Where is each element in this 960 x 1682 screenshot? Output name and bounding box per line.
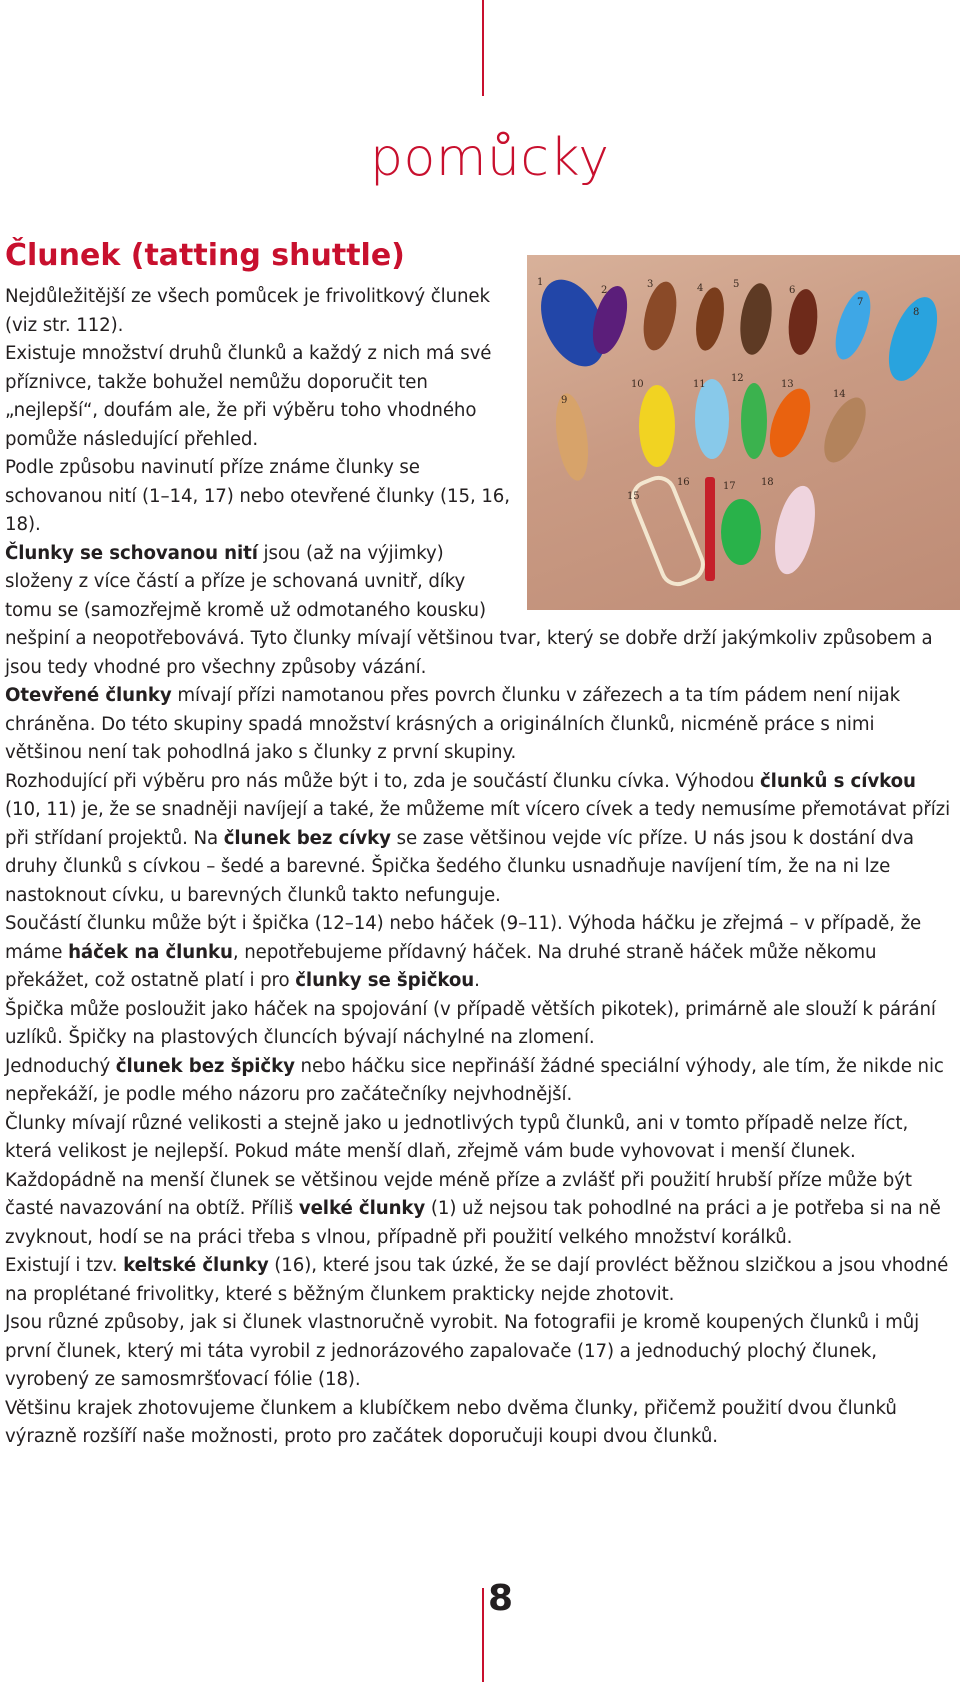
photo-label-14: 14 [833, 389, 846, 400]
photo-label-4: 4 [697, 283, 704, 294]
photo-label-18: 18 [761, 477, 774, 488]
text: (10, 11) je, že se snadněji navíjejí a také, že můžeme mít vícero cívek a tedy nemusíme přemotávat přízi při střídaní projektů. Na [5, 799, 951, 849]
photo-label-11: 11 [693, 379, 706, 390]
paragraph-bobbin [5, 768, 957, 911]
text: Člunky mívají různé velikosti a stejně jako u jednotlivých typů člunků, ani v tomto případě nelze říct, která velikost je nejlepší. Pokud máte menší dlaň, zřejmě vám bude vyhovovat i menší člunek. Každopádně na menší člunek se většinou vejde méně příze a zvlášť při použití hrubší příze může být časté navazování na obtíž. Příliš [5, 1112, 912, 1219]
paragraph-homemade: Jsou různé způsoby, jak si člunek vlastnoručně vyrobit. Na fotografii je kromě koupených člunků i můj první člunek, který mi táta vyrobil z jednorázového zapalovače (17) a jednoduchý plochý člunek, vyrobený ze samosmršťovací fólie (18). [5, 1312, 920, 1390]
photo-label-10: 10 [631, 379, 644, 390]
photo-label-3: 3 [647, 279, 654, 290]
text: Jednoduchý [5, 1055, 116, 1077]
paragraph-tip-use: Špička může posloužit jako háček na spojování (v případě větších pikotek), primárně ale slouží k párání uzlíků. Špičky na plastových čluncích bývají náchylné na zlomení. [5, 998, 936, 1048]
term-without-bobbin: člunek bez cívky [223, 827, 391, 849]
text: . [474, 970, 480, 991]
text: (1) už nejsou tak pohodlné na práci a je potřeba si na ně zvyknout, hodí se na práci třeba s vlnou, případně při použití velkého množství korálků. [5, 1198, 941, 1248]
photo-label-6: 6 [789, 285, 796, 296]
shuttles-photo [527, 255, 960, 610]
shuttle-2 [586, 282, 633, 357]
term-large: velké člunky [298, 1198, 426, 1219]
term-tip: člunky se špičkou [295, 970, 475, 991]
term-hidden-thread: Člunky se schovanou nití [5, 542, 258, 564]
photo-label-7: 7 [857, 297, 864, 308]
photo-label-1: 1 [537, 277, 544, 288]
page-number: 8 [488, 1578, 514, 1619]
photo-label-17: 17 [723, 481, 736, 492]
photo-label-16: 16 [677, 477, 690, 488]
text: nebo háčku sice nepřináší žádné speciální výhody, ale tím, že nikde nic nepřekáží, je podle mého názoru pro začátečníky nejvhodnější. [5, 1055, 944, 1105]
paragraph-sizes [5, 1110, 957, 1253]
term-with-bobbin: člunků s cívkou [760, 770, 916, 792]
photo-label-8: 8 [913, 307, 920, 318]
photo-label-15: 15 [627, 491, 640, 502]
term-open: Otevřené člunky [5, 685, 172, 706]
shuttle-12 [741, 383, 767, 459]
shuttle-3 [638, 279, 682, 354]
term-hook: háček na člunku [68, 941, 233, 963]
paragraph-simple [5, 1053, 957, 1110]
photo-label-5: 5 [733, 279, 740, 290]
text: (16), které jsou tak úzké, že se dají provléct běžnou slzičkou a jsou vhodné na proplétané frivolitky, které s běžným člunkem prakticky nejde zhotovit. [5, 1255, 949, 1305]
bottom-divider-line [482, 1588, 484, 1682]
paragraph-types: Podle způsobu navinutí příze známe člunky se schovanou nití (1–14, 17) nebo otevřené člunky (15, 16, 18). [5, 457, 510, 535]
paragraph-variety: Existuje množství druhů člunků a každý z nich má své příznivce, takže bohužel nemůžu doporučit ten „nejlepší“, doufám ale, že při výběru toho vhodného pomůže následující přehled. [5, 343, 492, 450]
photo-label-12: 12 [731, 373, 744, 384]
text: Existují i tzv. [5, 1255, 124, 1276]
shuttle-16 [705, 477, 715, 581]
paragraph-intro: Nejdůležitější ze všech pomůcek je frivolitkový člunek (viz str. 112). [5, 286, 490, 336]
shuttle-18 [768, 482, 822, 578]
text: mívají přízi namotanou přes povrch člunku v zářezech a ta tím pádem není nijak chráněna. Do této skupiny spadá množství krásných a originálních člunků, nicméně práce s nimi většinou není tak pohodlná jako s člunky z první skupiny. [5, 685, 901, 763]
paragraph-hook [5, 910, 957, 996]
shuttle-10 [639, 385, 675, 467]
shuttle-7 [829, 286, 878, 363]
paragraph-open [5, 682, 957, 768]
section-heading: Člunek (tatting shuttle) [5, 238, 405, 273]
text: Součástí člunku může být i špička (12–14) nebo háček (9–11). Výhoda háčku je zřejmá – v případě, že máme [5, 913, 922, 963]
text: se zase většinou vejde víc příze. U nás jsou k dostání dva druhy člunků s cívkou – šedé a barevné. Špička šedého člunku usnadňuje navíjení tím, že na ni lze nastoknout cívku, u barevných člunků takto nefunguje. [5, 827, 914, 906]
term-celtic: keltské člunky [123, 1255, 269, 1276]
term-no-tip: člunek bez špičky [115, 1055, 295, 1077]
page-title: pomůcky [370, 128, 610, 188]
shuttle-5 [736, 281, 776, 356]
shuttle-9 [551, 391, 593, 482]
shuttle-17 [721, 499, 761, 565]
paragraph-two-shuttles: Většinu krajek zhotovujeme člunkem a klubíčkem nebo dvěma člunky, přičemž použití dvou člunků výrazně rozšíří naše možnosti, proto pro začátek doporučuji koupi dvou člunků. [5, 1397, 897, 1447]
photo-label-9: 9 [561, 395, 568, 406]
text: , nepotřebujeme přídavný háček. Na druhé straně háček může někomu překážet, což ostatně platí i pro [5, 941, 877, 991]
text: Rozhodující při výběru pro nás může být i to, zda je součástí člunku cívka. Výhodou [5, 770, 760, 792]
paragraph-celtic [5, 1252, 957, 1309]
text: jsou (až na výjimky) složeny z více částí a příze je schovaná uvnitř, díky tomu se (samozřejmě kromě už odmotaného kousku) nešpiní a neopotřebovává. Tyto člunky mívají většinou tvar, který se dobře drží jakýmkoliv způsobem a jsou tedy vhodné pro všechny způsoby vázání. [5, 542, 933, 678]
photo-label-13: 13 [781, 379, 794, 390]
body-text [5, 277, 957, 1452]
photo-label-2: 2 [601, 285, 608, 296]
top-divider-line [482, 0, 484, 96]
